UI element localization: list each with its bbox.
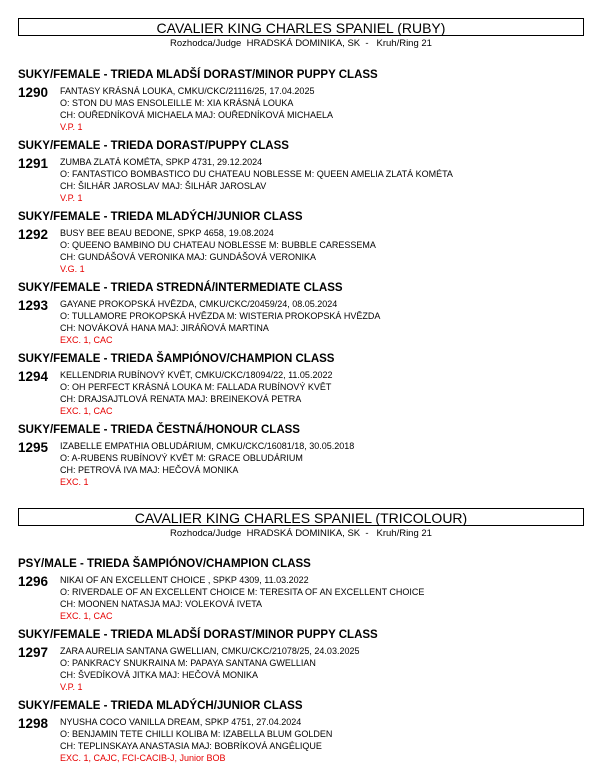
- result: V.P. 1: [60, 682, 83, 692]
- judge-line: [18, 528, 584, 539]
- breeder-owner: CH: OUŘEDNÍKOVÁ MICHAELA MAJ: OUŘEDNÍKOVÁ MICHAELA: [60, 110, 334, 120]
- result: EXC. 1: [60, 477, 89, 487]
- judge-label: Rozhodca/Judge: [170, 38, 242, 49]
- result: V.P. 1: [60, 122, 83, 132]
- dog-name: GAYANE PROKOPSKÁ HVĚZDA, CMKU/CKC/20459/24, 08.05.2024: [60, 299, 338, 309]
- result: V.G. 1: [60, 264, 85, 274]
- parents: O: BENJAMIN TETE CHILLI KOLIBA M: IZABELLA BLUM GOLDEN: [60, 729, 333, 739]
- breed-header-tricolour: [18, 508, 584, 539]
- result: EXC. 1, CAJC, FCI-CACIB-J, Junior BOB: [60, 753, 226, 763]
- dog-name: NYUSHA COCO VANILLA DREAM, SPKP 4751, 27.04.2024: [60, 717, 302, 727]
- class-title: SUKY/FEMALE - TRIEDA DORAST/PUPPY CLASS: [18, 140, 289, 152]
- entry-number: 1295: [18, 440, 49, 455]
- class-title: SUKY/FEMALE - TRIEDA ŠAMPIÓNOV/CHAMPION CLASS: [18, 353, 335, 365]
- result: EXC. 1, CAC: [60, 335, 113, 345]
- breed-title: CAVALIER KING CHARLES SPANIEL (RUBY): [18, 18, 584, 36]
- ring-separator: -: [365, 38, 369, 49]
- dog-name: NIKAI OF AN EXCELLENT CHOICE , SPKP 4309, 11.03.2022: [60, 575, 309, 585]
- class-title: SUKY/FEMALE - TRIEDA MLADŠÍ DORAST/MINOR PUPPY CLASS: [18, 629, 378, 641]
- judge-name: HRADSKÁ DOMINIKA, SK: [246, 38, 361, 49]
- parents: O: STON DU MAS ENSOLEILLE M: XIA KRÁSNÁ LOUKA: [60, 98, 294, 108]
- parents: O: RIVERDALE OF AN EXCELLENT CHOICE M: TERESITA OF AN EXCELLENT CHOICE: [60, 587, 425, 597]
- breeder-owner: CH: MOONEN NATASJA MAJ: VOLEKOVÁ IVETA: [60, 599, 263, 609]
- ring-label: Kruh/Ring 21: [376, 38, 432, 49]
- entry-number: 1294: [18, 369, 49, 384]
- entry-number: 1297: [18, 645, 49, 660]
- dog-name: ZUMBA ZLATÁ KOMÉTA, SPKP 4731, 29.12.2024: [60, 157, 263, 167]
- class-title: SUKY/FEMALE - TRIEDA STREDNÁ/INTERMEDIATE CLASS: [18, 282, 343, 294]
- judge-name: HRADSKÁ DOMINIKA, SK: [246, 528, 361, 539]
- entry-number: 1293: [18, 298, 49, 313]
- dog-name: FANTASY KRÁSNÁ LOUKA, CMKU/CKC/21116/25, 17.04.2025: [60, 86, 315, 96]
- judge-label: Rozhodca/Judge: [170, 528, 242, 539]
- parents: O: FANTASTICO BOMBASTICO DU CHATEAU NOBLESSE M: QUEEN AMELIA ZLATÁ KOMÉTA: [60, 169, 453, 179]
- result: V.P. 1: [60, 193, 83, 203]
- breed-header-ruby: [18, 18, 584, 49]
- dog-name: KELLENDRIA RUBÍNOVÝ KVĚT, CMKU/CKC/18094/22, 11.05.2022: [60, 370, 333, 380]
- breeder-owner: CH: ŠVEDÍKOVÁ JITKA MAJ: HEČOVÁ MONIKA: [60, 670, 259, 680]
- dog-name: IZABELLE EMPATHIA OBLUDÁRIUM, CMKU/CKC/16081/18, 30.05.2018: [60, 441, 355, 451]
- ring-label: Kruh/Ring 21: [376, 528, 432, 539]
- parents: O: PANKRACY SNUKRAINA M: PAPAYA SANTANA GWELLIAN: [60, 658, 316, 668]
- dog-name: ZARA AURELIA SANTANA GWELLIAN, CMKU/CKC/21078/25, 24.03.2025: [60, 646, 360, 656]
- class-title: SUKY/FEMALE - TRIEDA MLADÝCH/JUNIOR CLASS: [18, 700, 303, 712]
- result: EXC. 1, CAC: [60, 611, 113, 621]
- breeder-owner: CH: DRAJSAJTLOVÁ RENATA MAJ: BREINEKOVÁ PETRA: [60, 394, 302, 404]
- dog-name: BUSY BEE BEAU BEDONE, SPKP 4658, 19.08.2024: [60, 228, 274, 238]
- breeder-owner: CH: PETROVÁ IVA MAJ: HEČOVÁ MONIKA: [60, 465, 239, 475]
- breed-title: CAVALIER KING CHARLES SPANIEL (TRICOLOUR): [18, 508, 584, 526]
- entry-number: 1291: [18, 156, 49, 171]
- class-title: PSY/MALE - TRIEDA ŠAMPIÓNOV/CHAMPION CLASS: [18, 558, 311, 570]
- entry-number: 1296: [18, 574, 49, 589]
- result: EXC. 1, CAC: [60, 406, 113, 416]
- breeder-owner: CH: ŠILHÁR JAROSLAV MAJ: ŠILHÁR JAROSLAV: [60, 181, 267, 191]
- entry-number: 1292: [18, 227, 49, 242]
- breeder-owner: CH: GUNDÁŠOVÁ VERONIKA MAJ: GUNDÁŠOVÁ VERONIKA: [60, 252, 317, 262]
- class-title: SUKY/FEMALE - TRIEDA MLADŠÍ DORAST/MINOR PUPPY CLASS: [18, 69, 378, 81]
- entry-number: 1290: [18, 85, 49, 100]
- breeder-owner: CH: TEPLINSKAYA ANASTASIA MAJ: BOBRÍKOVÁ ANGÉLIQUE: [60, 741, 322, 751]
- ring-separator: -: [365, 528, 369, 539]
- parents: O: QUEENO BAMBINO DU CHATEAU NOBLESSE M: BUBBLE CARESSEMA: [60, 240, 376, 250]
- class-title: SUKY/FEMALE - TRIEDA ČESTNÁ/HONOUR CLASS: [18, 424, 300, 436]
- class-title: SUKY/FEMALE - TRIEDA MLADÝCH/JUNIOR CLASS: [18, 211, 303, 223]
- parents: O: A-RUBENS RUBÍNOVÝ KVĚT M: GRACE OBLUDÁRIUM: [60, 453, 303, 463]
- parents: O: TULLAMORE PROKOPSKÁ HVĚZDA M: WISTERIA PROKOPSKÁ HVĚZDA: [60, 311, 381, 321]
- entry-number: 1298: [18, 716, 49, 731]
- judge-line: [18, 38, 584, 49]
- breeder-owner: CH: NOVÁKOVÁ HANA MAJ: JIRÁŇOVÁ MARTINA: [60, 323, 269, 333]
- parents: O: OH PERFECT KRÁSNÁ LOUKA M: FALLADA RUBÍNOVÝ KVĚT: [60, 382, 332, 392]
